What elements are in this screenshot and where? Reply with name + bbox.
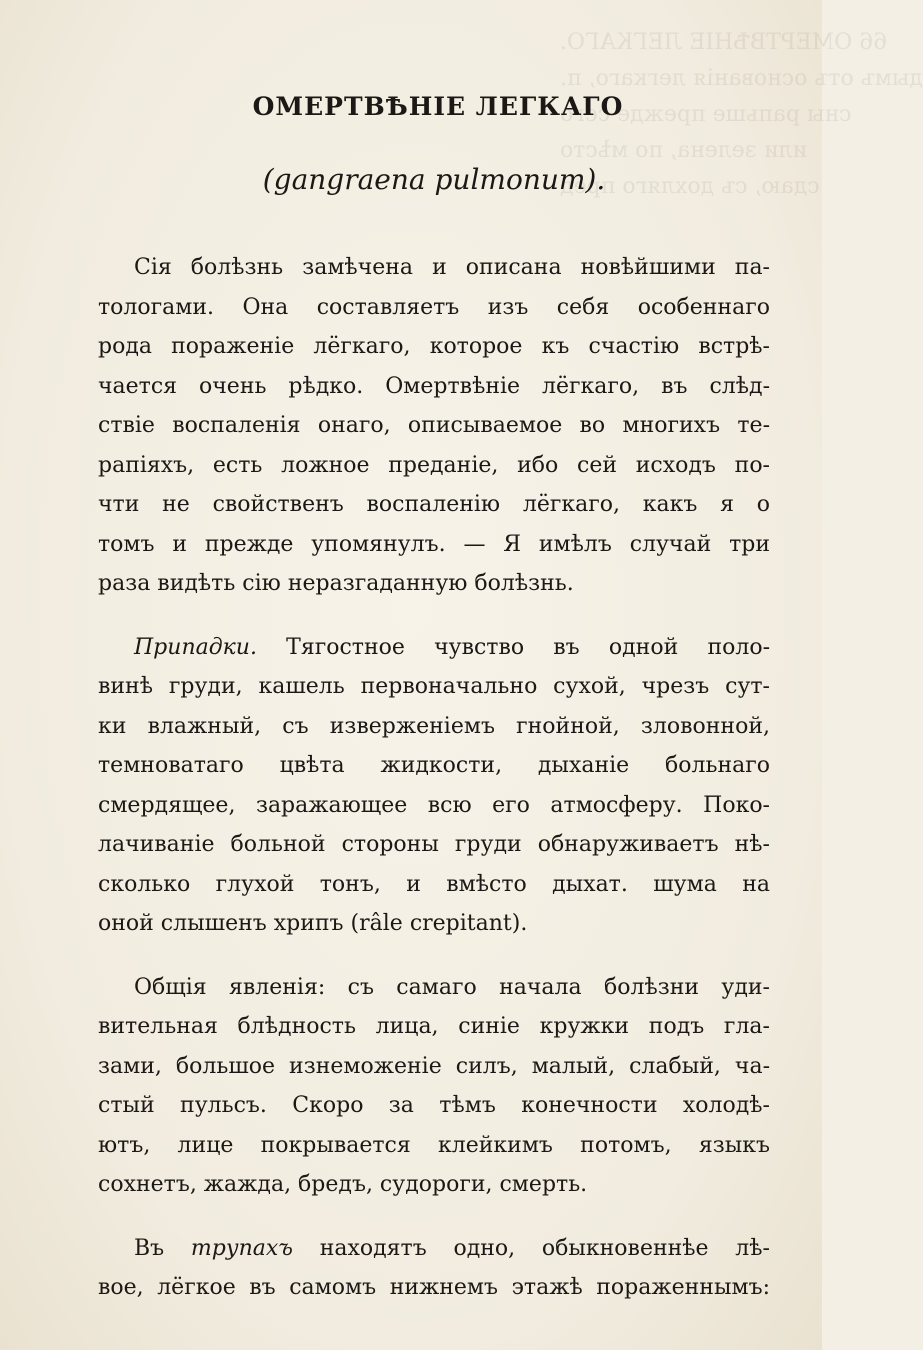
text-line: чается очень рѣдко. Омертвѣніе лёгкаго, въ слѣд- — [98, 373, 770, 399]
text-line: сохнетъ, жажда, бредъ, судороги, смерть. — [98, 1172, 588, 1197]
text-line: вительная блѣдность лица, синіе кружки подъ гла- — [98, 1014, 770, 1039]
text-line-rest: находятъ одно, обыкновеннѣе лѣ- — [292, 1235, 770, 1261]
text-line — [98, 1229, 770, 1269]
autopsy-heading: трупахъ — [190, 1235, 293, 1261]
text-line: ютъ, лице покрывается клейкимъ потомъ, языкъ — [98, 1132, 770, 1158]
text-line: ки влажный, съ изверженіемъ гнойной, зловонной, — [98, 713, 770, 739]
chapter-subtitle: (gangraena pulmonum). — [262, 163, 606, 196]
text-line: сколько глухой тонъ, и вмѣсто дыхат. шума на — [98, 871, 770, 897]
paragraph-intro — [98, 248, 770, 604]
text-line: раза видѣть сію неразгаданную болѣзнь. — [98, 571, 574, 596]
text-line: вое, лёгкое въ самомъ нижнемъ этажѣ пораженнымъ: — [98, 1275, 770, 1300]
text-line: рода пораженіе лёгкаго, которое къ счастію встрѣ- — [98, 334, 770, 359]
text-line: стый пульсъ. Скоро за тѣмъ конечности холодѣ- — [98, 1093, 770, 1118]
text-line: Сія болѣзнь замѣчена и описана новѣйшими па- — [134, 255, 770, 280]
paragraph-symptoms — [98, 628, 770, 944]
text-line: лачиваніе больной стороны груди обнаруживаетъ нѣ- — [98, 832, 770, 857]
text-line: зами, большое изнеможеніе силъ, малый, слабый, ча- — [98, 1053, 770, 1079]
text-line: томъ и прежде упомянулъ. — Я имѣлъ случай три — [98, 531, 770, 557]
text-line: темноватаго цвѣта жидкости, дыханіе больнаго — [98, 753, 770, 778]
paragraph-autopsy — [98, 1229, 770, 1308]
text-line: тологами. Она составляетъ изъ себя особеннаго — [98, 294, 770, 320]
autopsy-lead: Въ — [134, 1235, 191, 1261]
chapter-title: ОМЕРТВѢНIЕ ЛЕГКАГО — [252, 92, 624, 121]
text-line: рапіяхъ, есть ложное преданіе, ибо сей исходъ по- — [98, 452, 770, 478]
show-through-text: 66 ОМЕРТВѢНІЕ ЛЕГКАГО. дымъ отъ основанія легкаго, п. сны рапьше прежде сего или зелена, по мѣсто сдаю, съ дохляго пред — [560, 30, 923, 199]
text-line — [98, 628, 770, 668]
text-line: ствіе воспаленія онаго, описываемое во многихъ те- — [98, 413, 770, 438]
text-line: смердящее, заражающее всю его атмосферу. Поко- — [98, 792, 770, 818]
text-line: чти не свойственъ воспаленію лёгкаго, какъ я о — [98, 492, 770, 517]
text-line: винѣ груди, кашель первоначально сухой, чрезъ сут- — [98, 674, 770, 699]
text-line: оной слышенъ хрипъ (râle crepitant). — [98, 911, 528, 936]
symptoms-heading: Припадки. — [134, 634, 257, 660]
text-line: Общія явленія: съ самаго начала болѣзни уди- — [134, 974, 770, 1000]
text-line-rest: Тягостное чувство въ одной поло- — [256, 634, 770, 660]
paragraph-general-signs — [98, 968, 770, 1205]
page-content — [98, 92, 770, 1332]
